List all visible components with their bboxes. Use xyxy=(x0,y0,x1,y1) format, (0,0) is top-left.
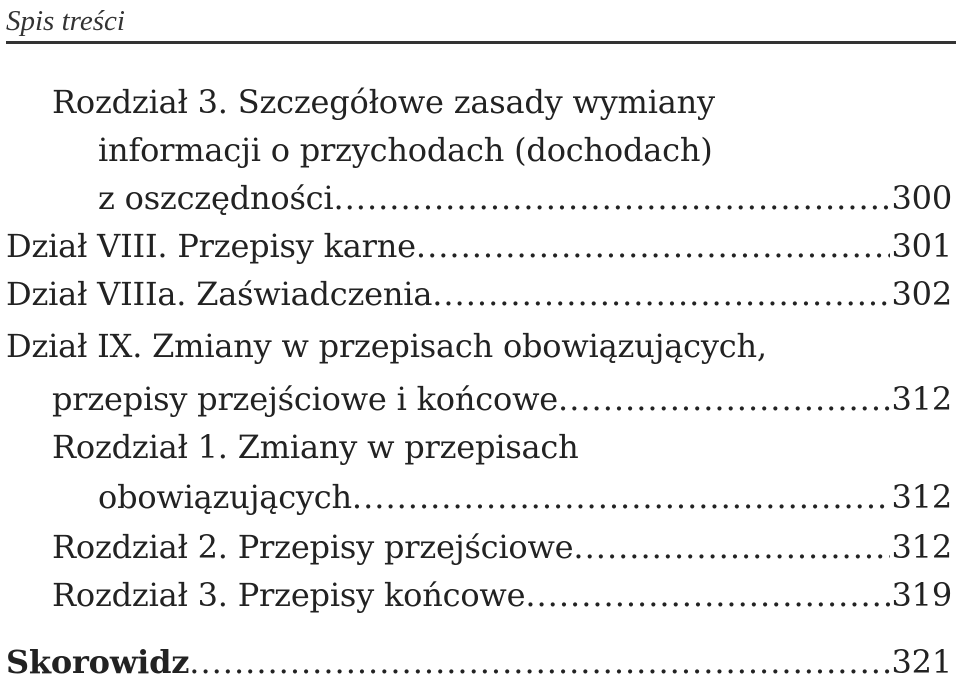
toc-entry-text: z oszczędności xyxy=(98,179,334,217)
dot-leader xyxy=(432,272,889,316)
toc-entry-division-viiia[interactable] xyxy=(6,272,952,316)
toc-entry-text: Dział VIIIa. Zaświadczenia xyxy=(6,275,433,313)
toc-entry-text: przepisy przejściowe i końcowe xyxy=(52,380,559,418)
toc-entry-division-ix[interactable] xyxy=(52,377,952,421)
toc-entry-chapter-1[interactable] xyxy=(98,475,952,519)
toc-page-number: 319 xyxy=(891,576,952,614)
dot-leader xyxy=(333,176,889,220)
toc-page-number: 300 xyxy=(891,179,952,217)
dot-leader xyxy=(558,377,890,421)
dot-leader xyxy=(573,525,889,569)
toc-entry-text: Dział VIII. Przepisy karne xyxy=(6,227,416,265)
toc-entry-text: Rozdział 2. Przepisy przejściowe xyxy=(52,528,574,566)
toc-page-number: 301 xyxy=(891,227,952,265)
toc-entry-chapter-3-heading[interactable] xyxy=(52,80,952,124)
toc-entry-text: Rozdział 3. Przepisy końcowe xyxy=(52,576,526,614)
toc-entry-chapter-3-final[interactable] xyxy=(52,573,952,617)
toc-entry-chapter-2[interactable] xyxy=(52,525,952,569)
toc-entry-text: obowiązujących xyxy=(98,478,352,516)
toc-entry-text: Rozdział 1. Zmiany w przepisach xyxy=(52,428,579,466)
toc-entry-text: Dział IX. Zmiany w przepisach obowiązujących, xyxy=(6,327,767,365)
dot-leader xyxy=(352,475,890,519)
toc-page-number: 312 xyxy=(891,528,952,566)
toc-entry-chapter-3-savings[interactable] xyxy=(98,176,952,220)
dot-leader xyxy=(189,640,889,684)
toc-entry-chapter-1-heading[interactable] xyxy=(52,425,952,469)
toc-page-number: 312 xyxy=(891,478,952,516)
toc-entry-index[interactable] xyxy=(6,640,952,684)
toc-page-number: 312 xyxy=(891,380,952,418)
toc-page-number: 302 xyxy=(891,275,952,313)
toc-entry-chapter-3-heading-cont[interactable] xyxy=(98,128,952,172)
dot-leader xyxy=(416,224,890,268)
toc-entry-text: Skorowidz xyxy=(6,643,190,681)
toc-entry-text: informacji o przychodach (dochodach) xyxy=(98,131,713,169)
toc-entry-division-ix-heading[interactable] xyxy=(6,324,952,368)
running-head-title: Spis treści xyxy=(6,5,125,37)
dot-leader xyxy=(525,573,889,617)
toc-page-number: 321 xyxy=(891,643,952,681)
toc-entry-text: Rozdział 3. Szczegółowe zasady wymiany xyxy=(52,83,715,121)
toc-entry-division-viii[interactable] xyxy=(6,224,952,268)
